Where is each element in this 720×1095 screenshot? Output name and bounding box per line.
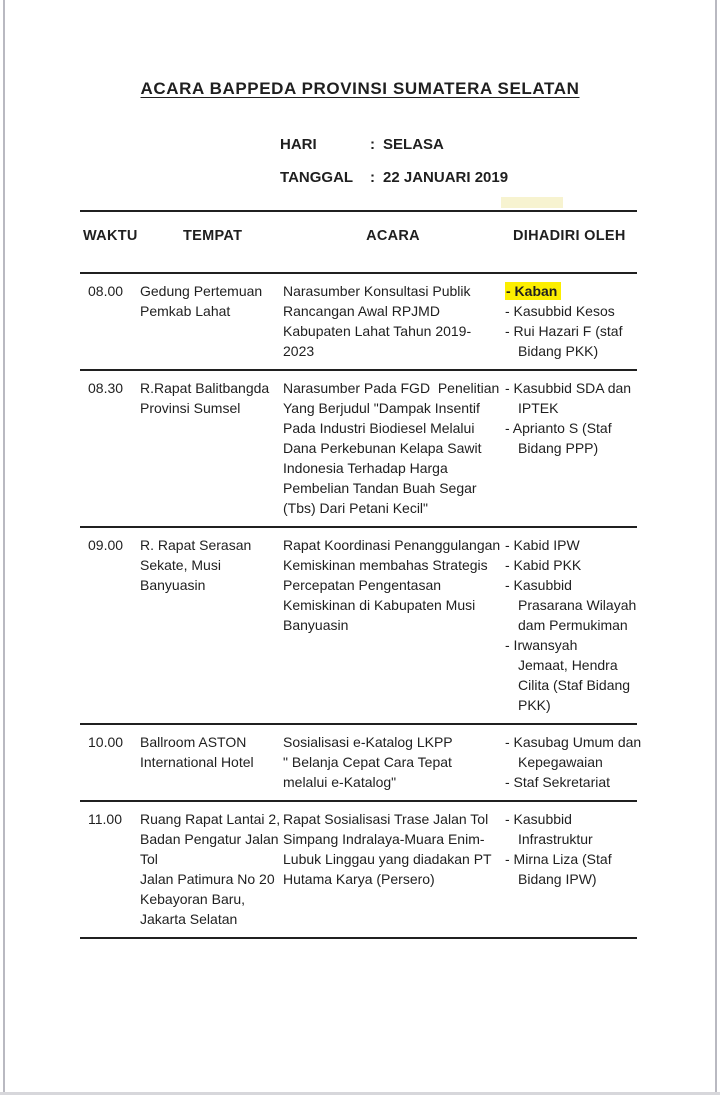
attendees-cell: [503, 809, 660, 889]
place-line: Pemkab Lahat: [140, 303, 231, 319]
event-line: Kemiskinan membahas Strategis: [283, 557, 488, 573]
place-cell: [138, 281, 283, 321]
column-header-waktu: WAKTU: [83, 228, 138, 244]
time-cell: 08.00: [88, 283, 124, 299]
event-line: 2023: [283, 343, 315, 359]
table-header-row: [80, 212, 660, 272]
place-line: R. Rapat Serasan: [140, 537, 252, 553]
attendee-item-continuation: Bidang IPW): [518, 871, 597, 887]
attendee-item: - Kasubbid: [505, 577, 572, 593]
attendees-cell: [503, 281, 660, 361]
meta-label-hari: HARI: [280, 136, 317, 153]
table-row: [80, 371, 660, 526]
attendee-item-continuation: Cilita (Staf Bidang: [518, 677, 631, 693]
event-line: melalui e-Katalog": [283, 774, 397, 790]
event-line: Indonesia Terhadap Harga: [283, 460, 448, 476]
attendee-item: [505, 281, 660, 301]
event-line: Rancangan Awal RPJMD: [283, 303, 440, 319]
attendee-item: - Mirna Liza (Staf: [505, 851, 612, 867]
event-line: Lubuk Linggau yang diadakan PT: [283, 851, 492, 867]
attendee-item: - Irwansyah: [505, 637, 578, 653]
column-header-dihadiri-oleh: DIHADIRI OLEH: [513, 228, 626, 244]
place-line: Tol: [140, 851, 158, 867]
attendee-item-continuation: dam Permukiman: [518, 617, 628, 633]
event-line: Rapat Sosialisasi Trase Jalan Tol: [283, 811, 489, 827]
event-line: Percepatan Pengentasan: [283, 577, 442, 593]
highlight-artifact: [501, 197, 563, 208]
event-line: Rapat Koordinasi Penanggulangan: [283, 537, 501, 553]
attendee-item-continuation: Kepegawaian: [518, 754, 603, 770]
event-line: Banyuasin: [283, 617, 349, 633]
event-cell: [283, 732, 503, 792]
attendee-item-continuation: Bidang PKK): [518, 343, 599, 359]
attendee-item-continuation: Prasarana Wilayah: [518, 597, 637, 613]
event-line: Kabupaten Lahat Tahun 2019-: [283, 323, 472, 339]
event-line: (Tbs) Dari Petani Kecil": [283, 500, 429, 516]
attendee-item: - Kasubbid: [505, 811, 572, 827]
place-line: R.Rapat Balitbangda: [140, 380, 270, 396]
attendee-item: - Aprianto S (Staf: [505, 420, 612, 436]
place-line: Jalan Patimura No 20: [140, 871, 275, 887]
place-cell: [138, 732, 283, 772]
attendees-cell: [503, 732, 660, 792]
place-line: Ballroom ASTON: [140, 734, 247, 750]
meta-colon: :: [370, 169, 376, 186]
attendees-cell: [503, 378, 660, 458]
table-row: [80, 725, 660, 800]
attendees-cell: [503, 535, 660, 715]
time-cell: 11.00: [88, 811, 122, 827]
attendee-item-continuation: Bidang PPP): [518, 440, 599, 456]
place-line: Badan Pengatur Jalan: [140, 831, 279, 847]
place-cell: [138, 809, 283, 929]
attendee-item: - Rui Hazari F (staf: [505, 323, 623, 339]
attendee-item: - Kasubbid SDA dan: [505, 380, 632, 396]
event-cell: [283, 378, 503, 518]
place-cell: [138, 535, 283, 595]
attendee-item: - Kabid PKK: [505, 557, 582, 573]
attendee-item: - Staf Sekretariat: [505, 774, 611, 790]
time-cell: 10.00: [88, 734, 124, 750]
highlighted-attendee: - Kaban: [505, 282, 561, 300]
time-cell: 08.30: [88, 380, 124, 396]
place-line: Banyuasin: [140, 577, 206, 593]
place-line: Gedung Pertemuan: [140, 283, 263, 299]
place-line: Jakarta Selatan: [140, 911, 238, 927]
place-line: International Hotel: [140, 754, 254, 770]
event-line: Pada Industri Biodiesel Melalui: [283, 420, 475, 436]
meta-colon: :: [370, 136, 376, 153]
place-line: Ruang Rapat Lantai 2,: [140, 811, 281, 827]
attendee-item: - Kasubag Umum dan: [505, 734, 642, 750]
event-cell: [283, 809, 503, 889]
table-row: [80, 802, 660, 937]
event-line: Hutama Karya (Persero): [283, 871, 435, 887]
attendee-item-continuation: PKK): [518, 697, 551, 713]
table-row: [80, 528, 660, 723]
meta-value-hari: SELASA: [383, 136, 444, 153]
event-line: Yang Berjudul "Dampak Insentif: [283, 400, 480, 416]
event-line: Narasumber Konsultasi Publik: [283, 283, 471, 299]
attendee-item-continuation: Jemaat, Hendra: [518, 657, 618, 673]
column-header-acara: ACARA: [366, 228, 420, 244]
attendee-item-continuation: Infrastruktur: [518, 831, 593, 847]
table-row: [80, 274, 660, 369]
meta-block: [255, 115, 720, 186]
event-cell: [283, 535, 503, 635]
place-line: Provinsi Sumsel: [140, 400, 241, 416]
event-line: Dana Perkebunan Kelapa Sawit: [283, 440, 482, 456]
attendee-item: - Kasubbid Kesos: [505, 303, 615, 319]
page-right-edge: [715, 0, 717, 1095]
event-cell: [283, 281, 503, 361]
page-left-edge: [3, 0, 5, 1095]
time-cell: 09.00: [88, 537, 124, 553]
event-line: " Belanja Cepat Cara Tepat: [283, 754, 452, 770]
event-line: Simpang Indralaya-Muara Enim-: [283, 831, 485, 847]
schedule-table: [80, 210, 660, 939]
meta-label-tanggal: TANGGAL: [280, 169, 354, 186]
place-cell: [138, 378, 283, 418]
event-line: Sosialisasi e-Katalog LKPP: [283, 734, 453, 750]
table-rule: [80, 937, 637, 939]
document-title: ACARA BAPPEDA PROVINSI SUMATERA SELATAN: [140, 79, 580, 98]
event-line: Narasumber Pada FGD Penelitian: [283, 380, 500, 396]
attendee-item-continuation: IPTEK: [518, 400, 559, 416]
place-line: Kebayoran Baru,: [140, 891, 246, 907]
attendee-item: - Kabid IPW: [505, 537, 580, 553]
meta-value-tanggal: 22 JANUARI 2019: [383, 169, 509, 186]
meta-hari: [255, 115, 720, 153]
place-line: Sekate, Musi: [140, 557, 221, 573]
event-line: Pembelian Tandan Buah Segar: [283, 480, 477, 496]
event-line: Kemiskinan di Kabupaten Musi: [283, 597, 476, 613]
column-header-tempat: TEMPAT: [183, 228, 243, 244]
